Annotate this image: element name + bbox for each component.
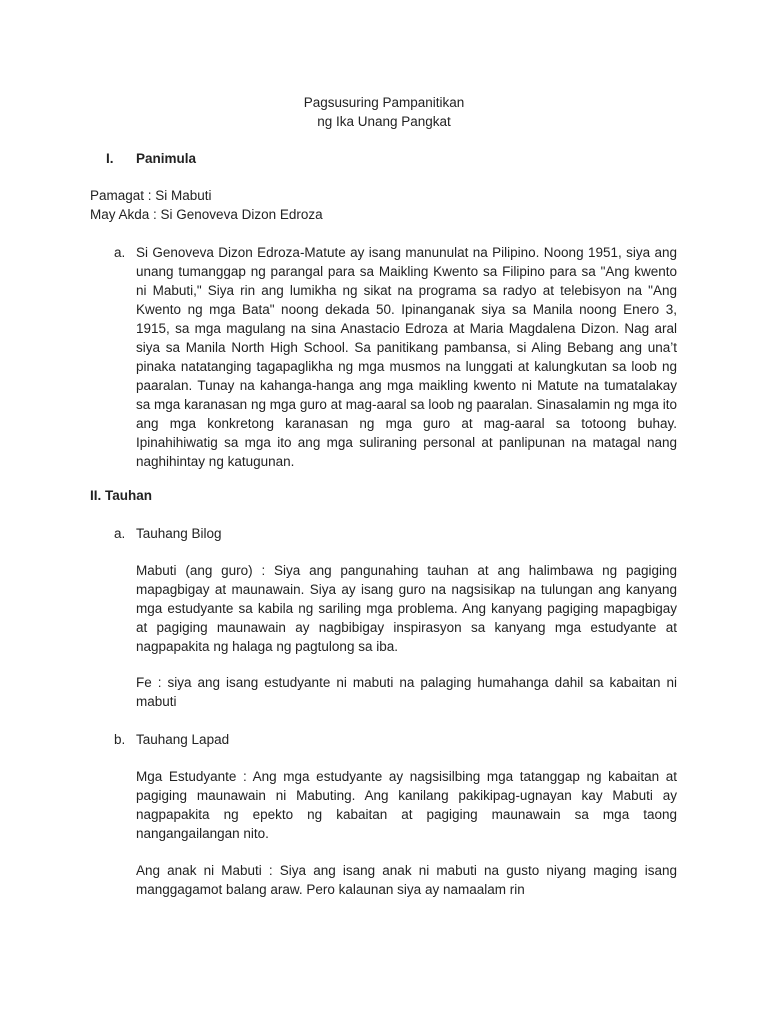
pamagat-line: Pamagat : Si Mabuti	[90, 188, 212, 203]
section-1-number: I.	[106, 151, 114, 166]
may-akda-line: May Akda : Si Genoveva Dizon Edroza	[90, 207, 323, 222]
list-marker-b: b.	[114, 732, 126, 747]
list-marker-a: a.	[114, 526, 126, 541]
section-2-heading: II. Tauhan	[90, 488, 153, 503]
title-line-1: Pagsusuring Pampanitikan	[303, 95, 465, 110]
section-1-heading: Panimula	[136, 151, 197, 166]
author-biography-paragraph: Si Genoveva Dizon Edroza-Matute ay isang manunulat na Pilipino. Noong 1951, siya ang unang tumanggap ng parangal para sa Maikling Kwento sa Filipino para sa "Ang kwento ni Mabuti," Siya rin ang lumikha ng sikat na programa sa radyo at telebisyon na "Ang Kwento ng mga Bata" noong dekada 50. Ipinanganak siya sa Manila noong Enero 3, 1915, sa mga magulang na sina Anastacio Edroza at Maria Magdalena Dizon. Nag aral siya sa Manila North High School. Sa panitikang pambansa, si Aling Bebang ang una’t pinaka natatanging tagapaglikha ng mga musmos na lunggati at kalungkutan sa loob ng paaralan. Tunay na kahanga-hanga ang mga maikling kwento ni Matute na tumatalakay sa mga karanasan ng mga guro at mag-aaral sa loob ng paaralan. Sinasalamin ng mga ito ang mga konkretong karanasan ng mga guro at mag-aaral sa totoong buhay. Ipinahihiwatig sa mga ito ang mga suliraning personal at panlipunan na matagal nang naghihintay ng katugunan.	[136, 245, 677, 469]
tauhang-lapad-label: Tauhang Lapad	[136, 732, 230, 747]
mga-estudyante-paragraph: Mga Estudyante : Ang mga estudyante ay nagsisilbing mga tatanggap ng kabaitan at pagiging maunawain ni Mabuting. Ang kanilang pakikipag-ugnayan kay Mabuti ay nagpapakita ng epekto ng kabaitan at pagiging maunawain sa mga taong nangangailangan nito.	[136, 769, 677, 841]
fe-character-paragraph: Fe : siya ang isang estudyante ni mabuti na palaging humahanga dahil sa kabaitan ni mabuti	[136, 675, 677, 709]
tauhang-bilog-label: Tauhang Bilog	[136, 526, 222, 541]
mabuti-character-paragraph: Mabuti (ang guro) : Siya ang pangunahing tauhan at ang halimbawa ng pagiging mapagbigay at maunawain. Siya ay isang guro na nagsisikap na tulungan ang kanyang mga estudyante sa kabila ng sariling mga problema. Ang kanyang pagiging mapagbigay at pagiging maunawain ay nagbibigay inspirasyon sa kanyang mga estudyante at nagpapakita ng halaga ng pagtulong sa iba.	[136, 563, 677, 654]
list-marker-a: a.	[114, 245, 126, 260]
title-line-2: ng Ika Unang Pangkat	[317, 114, 451, 129]
anak-ni-mabuti-paragraph: Ang anak ni Mabuti : Siya ang isang anak ni mabuti na gusto niyang maging isang manggagamot balang araw. Pero kalaunan siya ay namaalam rin	[136, 863, 677, 897]
